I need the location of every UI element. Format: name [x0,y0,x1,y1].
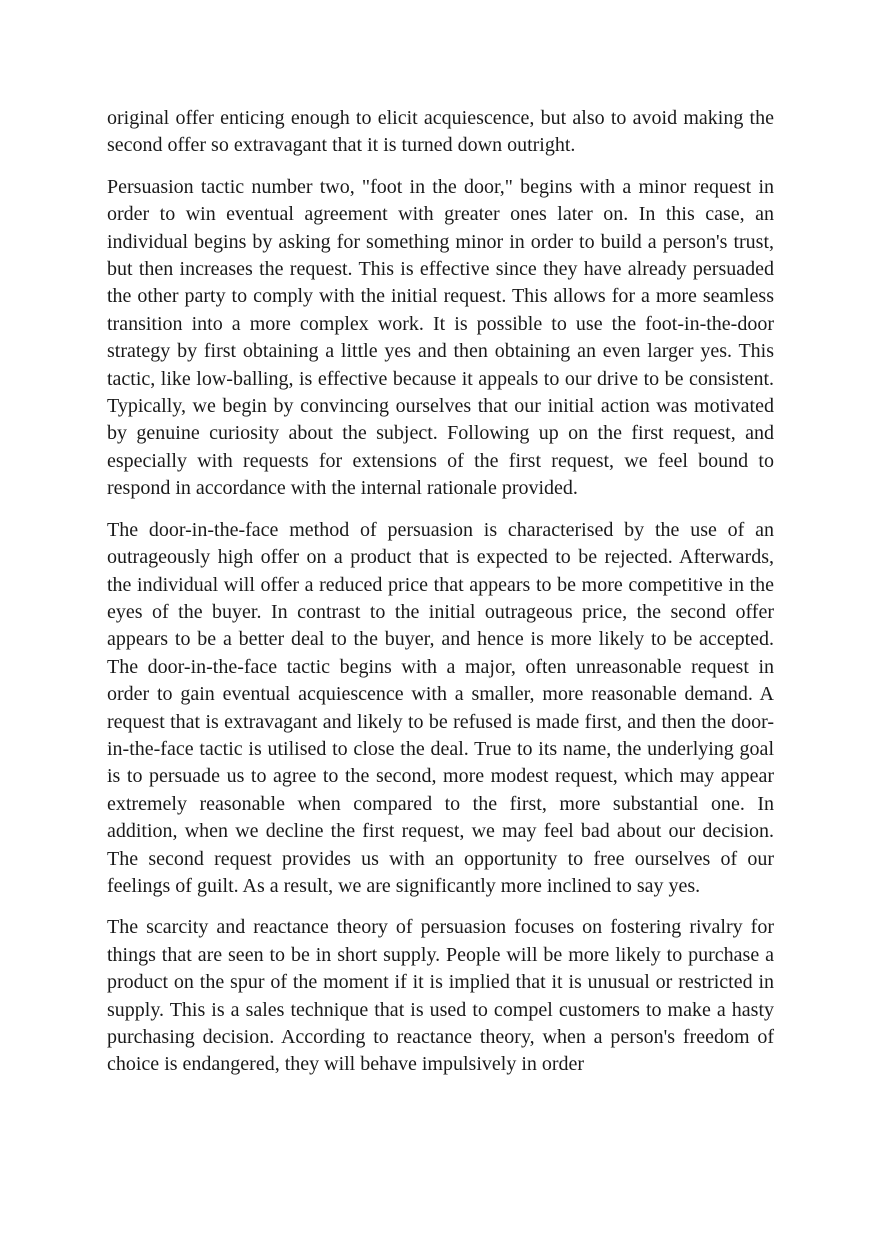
paragraph-foot-in-the-door: Persuasion tactic number two, "foot in the door," begins with a minor request in order to win eventual agreement with greater ones later on. In this case, an individual begins by asking for something minor in order to build a person's trust, but then increases the request. This is effective since they have already persuaded the other party to comply with the initial request. This allows for a more seamless transition into a more complex work. It is possible to use the foot-in-the-door strategy by first obtaining a little yes and then obtaining an even larger yes. This tactic, like low-balling, is effective because it appeals to our drive to be consistent. Typically, we begin by convincing ourselves that our initial action was motivated by genuine curiosity about the subject. Following up on the first request, and especially with requests for extensions of the first request, we feel bound to respond in accordance with the internal rationale provided. [107,175,774,500]
body-text [107,105,774,1093]
paragraph-door-in-the-face: The door-in-the-face method of persuasion is characterised by the use of an outrageously high offer on a product that is expected to be rejected. Afterwards, the individual will offer a reduced price that appears to be more competitive in the eyes of the buyer. In contrast to the initial outrageous price, the second offer appears to be a better deal to the buyer, and hence is more likely to be accepted. The door-in-the-face tactic begins with a major, often unreasonable request in order to gain eventual acquiescence with a smaller, more reasonable demand. A request that is extravagant and likely to be refused is made first, and then the door-in-the-face tactic is utilised to close the deal. True to its name, the underlying goal is to persuade us to agree to the second, more modest request, which may appear extremely reasonable when compared to the first, more substantial one. In addition, when we decline the first request, we may feel bad about our decision. The second request provides us with an opportunity to free ourselves of our feelings of guilt. As a result, we are significantly more inclined to say yes. [107,518,774,897]
paragraph-scarcity-reactance: The scarcity and reactance theory of persuasion focuses on fostering rivalry for things that are seen to be in short supply. People will be more likely to purchase a product on the spur of the moment if it is implied that it is unusual or restricted in supply. This is a sales technique that is used to compel customers to make a hasty purchasing decision. According to reactance theory, when a person's freedom of choice is endangered, they will behave impulsively in order [107,916,774,1076]
paragraph-continuation: original offer enticing enough to elicit acquiescence, but also to avoid making the second offer so extravagant that it is turned down outright. [107,107,774,157]
